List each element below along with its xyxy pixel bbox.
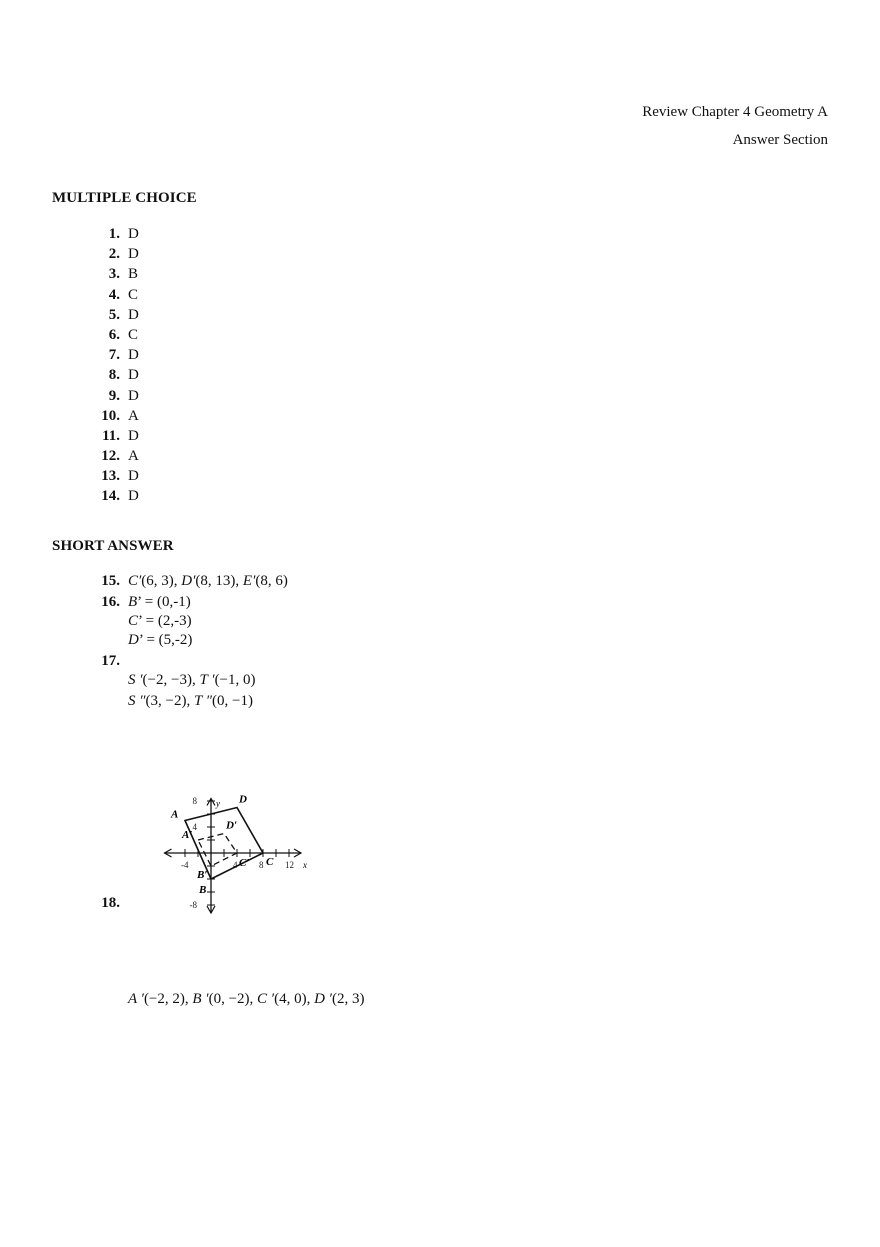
- point-label: C: [128, 613, 139, 629]
- x-axis-label: x: [303, 860, 307, 870]
- point-value: (0, −2),: [208, 991, 258, 1007]
- point-label: D ′: [314, 991, 332, 1007]
- question-number: 6.: [108, 326, 120, 343]
- answer-letter: D: [128, 488, 139, 505]
- point-value: (−2, 2),: [143, 991, 193, 1007]
- answer-letter: D: [128, 367, 139, 384]
- answer-letter: D: [128, 306, 139, 323]
- answer-letter: D: [128, 246, 139, 263]
- y-axis-label: y: [216, 798, 220, 809]
- vertex-label: C′: [239, 857, 250, 869]
- answer-letter: D: [128, 427, 139, 444]
- point-value: ’ = (2,-3): [138, 613, 192, 629]
- y-tick-label: -8: [189, 900, 197, 910]
- question-number: 14.: [101, 488, 120, 505]
- vertex-label: A: [171, 808, 179, 821]
- point-label: C ′: [257, 991, 275, 1007]
- x-tick-label: 4: [233, 860, 238, 870]
- answer-letter: C: [128, 326, 139, 343]
- question-number: 3.: [108, 266, 120, 283]
- question-number: 17.: [101, 653, 120, 669]
- short-answer-heading: SHORT ANSWER: [52, 538, 174, 554]
- point-label: S ″: [128, 693, 146, 709]
- answer-letter: D: [128, 387, 139, 404]
- question-number: 18.: [101, 895, 120, 911]
- answer-letter: D: [128, 347, 139, 364]
- point-value: (3, −2),: [145, 693, 194, 709]
- question-number: 13.: [101, 468, 120, 485]
- point-value: (6, 3),: [141, 573, 182, 589]
- question-number: 2.: [108, 246, 120, 263]
- vertex-label: D′: [226, 819, 238, 832]
- point-label: B: [128, 594, 138, 610]
- point-value: (0, −1): [212, 693, 253, 709]
- point-value: ’ = (5,-2): [138, 632, 193, 648]
- coordinate-graph: [120, 712, 410, 997]
- question-number: 1.: [108, 226, 120, 242]
- question-number: 8.: [108, 367, 120, 384]
- answer-letter: C: [128, 286, 139, 303]
- point-label: T ″: [193, 693, 213, 709]
- answer-letter: A: [128, 407, 139, 424]
- point-value: (−1, 0): [214, 672, 256, 688]
- answer-letter: D: [128, 226, 139, 242]
- point-value: (4, 0),: [274, 991, 315, 1007]
- question-number: 10.: [101, 407, 120, 424]
- point-label: S ′: [128, 672, 143, 688]
- y-tick-label: 8: [192, 796, 197, 806]
- page-title: Review Chapter 4 Geometry A: [642, 104, 828, 120]
- question-number: 4.: [108, 286, 120, 303]
- point-label: D′: [181, 573, 196, 589]
- vertex-label: D: [239, 793, 247, 806]
- point-label: B ′: [192, 991, 209, 1007]
- point-value: (8, 6): [255, 573, 288, 589]
- x-tick-label: 8: [259, 860, 264, 870]
- point-value: (−2, −3),: [142, 672, 200, 688]
- vertex-label: A′: [182, 829, 193, 841]
- point-label: A ′: [128, 991, 144, 1007]
- question-number: 9.: [108, 387, 120, 404]
- answer-letter: D: [128, 468, 139, 485]
- vertex-label: B: [199, 884, 207, 896]
- vertex-label: C: [266, 856, 274, 868]
- point-value: ’ = (0,-1): [137, 594, 191, 610]
- multiple-choice-heading: MULTIPLE CHOICE: [52, 190, 197, 206]
- question-number: 5.: [108, 306, 120, 323]
- x-tick-label: -4: [181, 860, 189, 870]
- point-label: T ′: [199, 672, 215, 688]
- point-value: (8, 13),: [195, 573, 243, 589]
- vertex-label: B′: [197, 869, 208, 881]
- x-tick-label: 12: [285, 860, 294, 870]
- page-subtitle: Answer Section: [732, 132, 828, 148]
- point-label: D: [128, 632, 139, 648]
- point-label: E′: [242, 573, 256, 589]
- answer-letter: B: [128, 266, 139, 283]
- point-value: (2, 3): [331, 991, 365, 1007]
- question-number: 16.: [101, 594, 120, 610]
- question-number: 12.: [101, 448, 120, 465]
- question-number: 7.: [108, 347, 120, 364]
- question-number: 15.: [101, 573, 120, 589]
- question-number: 11.: [102, 427, 120, 444]
- point-label: C′: [128, 573, 142, 589]
- y-tick-label: 4: [192, 822, 197, 832]
- answer-letter: A: [128, 448, 139, 465]
